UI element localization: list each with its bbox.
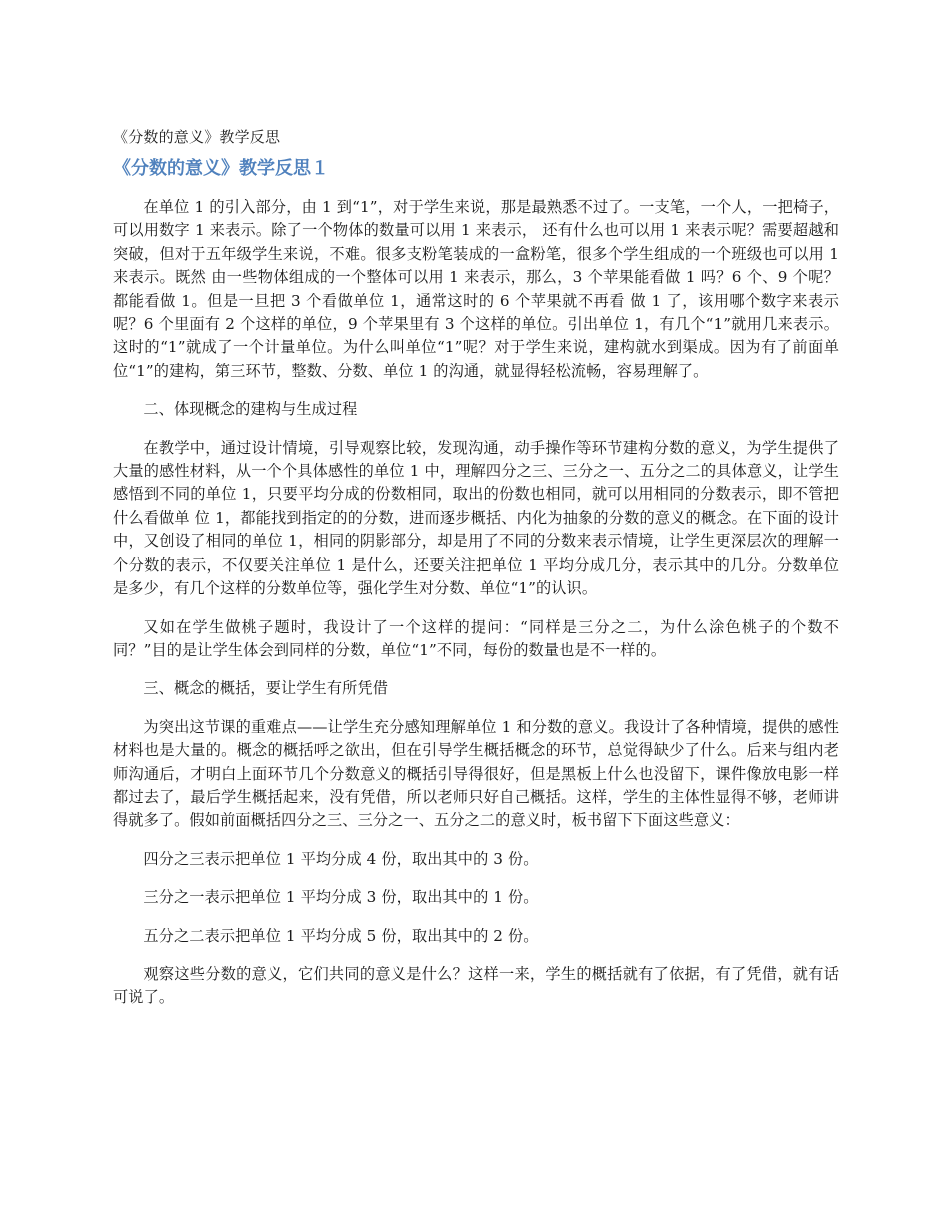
- subheading-concept-construction: 二、体现概念的建构与生成过程: [143, 400, 358, 419]
- section-heading: 《分数的意义》教学反思１: [113, 158, 329, 179]
- paragraph-intro-unit-one: 在单位 1 的引入部分，由 1 到“1”，对于学生来说，那是最熟悉不过了。一支笔，一个人，一把椅子，可以用数字 1 来表示。除了一个物体的数量可以用 1 来表示， 还有什么也可以用 1 来表示呢？需要超越和突破，但对于五年级学生来说，不难。很多支粉笔装成的一盒粉笔，很多个学生组成的一个班级也可以用 1 来表示。既然 由一些物体组成的一个整体可以用 1 来表示，那么，3 个苹果能看做 1 吗？6 个、9 个呢？都能看做 1。但是一旦把 3 个看做单位 1，通常这时的 6 个苹果就不再看 做 1 了，该用哪个数字来表示呢？6 个里面有 2 个这样的单位，9 个苹果里有 3 个这样的单位。引出单位 1，有几个“1”就用几来表示。这时的“1”就成了一个计量单位。为什么叫单位“1”呢？对于学生来说，建构就水到渠成。因为有了前面单位“1”的建构，第三环节，整数、分数、单位 1 的沟通，就显得轻松流畅，容易理解了。: [113, 198, 839, 380]
- paragraph-concept-construction: 在教学中，通过设计情境，引导观察比较，发现沟通，动手操作等环节建构分数的意义，为学生提供了大量的感性材料，从一个个具体感性的单位 1 中，理解四分之三、三分之一、五分之二的具体意义，让学生感悟到不同的单位 1，只要平均分成的份数相同，取出的份数也相同，就可以用相同的分数表示，即不管把什么看做单 位 1，都能找到指定的的分数，进而逐步概括、内化为抽象的分数的意义的概念。在下面的设计中，又创设了相同的单位 1，相同的阴影部分，却是用了不同的分数来表示情境，让学生更深层次的理解一个分数的表示，不仅要关注单位 1 是什么，还要关注把单位 1 平均分成几分，表示其中的几分。分数单位是多少，有几个这样的分数单位等，强化学生对分数、单位“1”的认识。: [113, 438, 839, 598]
- paragraph-one-third: 三分之一表示把单位 1 平均分成 3 份，取出其中的 1 份。: [143, 888, 539, 907]
- paragraph-concept-summary: 为突出这节课的重难点——让学生充分感知理解单位 1 和分数的意义。我设计了各种情境，提供的感性材料也是大量的。概念的概括呼之欲出，但在引导学生概括概念的环节，总觉得缺少了什么。后来与组内老师沟通后，才明白上面环节几个分数意义的概括引导得很好，但是黑板上什么也没留下，课件像放电影一样都过去了，最后学生概括起来，没有凭借，所以老师只好自己概括。这样，学生的主体性显得不够，老师讲得就多了。假如前面概括四分之三、三分之一、五分之二的意义时，板书留下下面这些意义：: [113, 717, 839, 830]
- document-body: [113, 126, 839, 1025]
- paragraph-conclusion: 观察这些分数的意义，它们共同的意义是什么？这样一来，学生的概括就有了依据，有了凭借，就有话可说了。: [113, 964, 839, 1007]
- paragraph-two-fifths: 五分之二表示把单位 1 平均分成 5 份，取出其中的 2 份。: [143, 926, 539, 945]
- paragraph-peach-question: 又如在学生做桃子题时，我设计了一个这样的提问：“同样是三分之二，为什么涂色桃子的个数不同？”目的是让学生体会到同样的分数，单位“1”不同，每份的数量也是不一样的。: [113, 617, 839, 659]
- document-title: 《分数的意义》教学反思: [113, 128, 281, 146]
- paragraph-three-quarters: 四分之三表示把单位 1 平均分成 4 份，取出其中的 3 份。: [143, 849, 539, 868]
- subheading-concept-summary: 三、概念的概括，要让学生有所凭借: [143, 679, 388, 698]
